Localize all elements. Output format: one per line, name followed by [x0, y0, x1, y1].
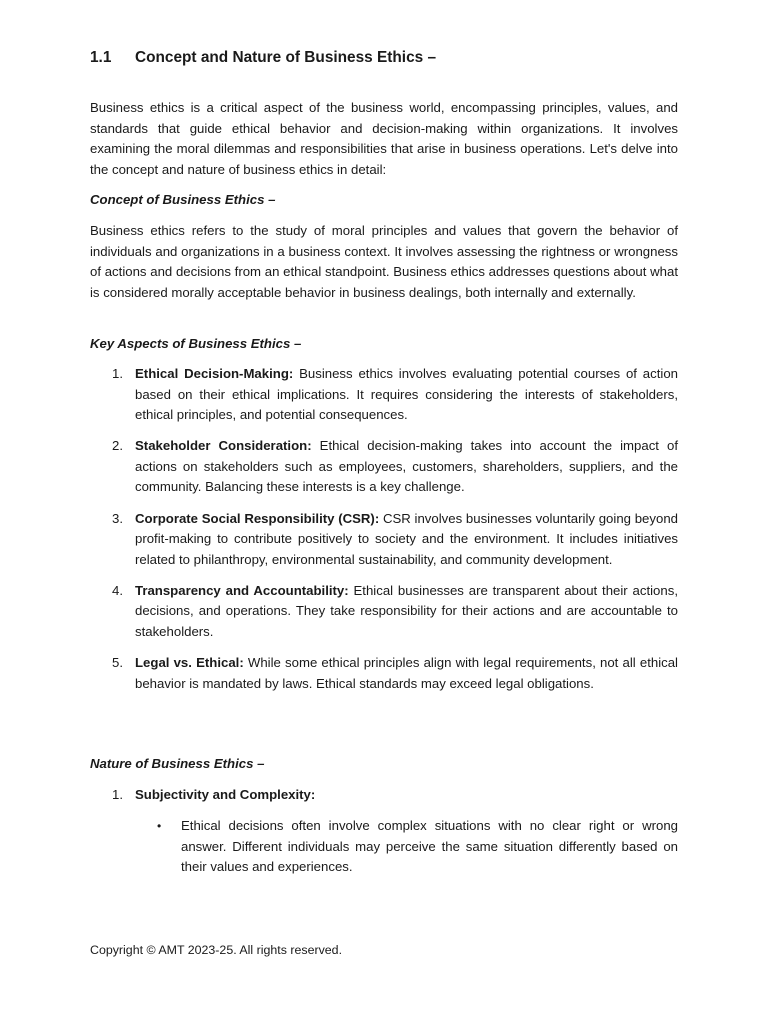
concept-heading: Concept of Business Ethics – — [90, 192, 276, 207]
bullet-marker: • — [157, 819, 162, 833]
list-number: 3. — [112, 510, 123, 526]
list-item-text: Ethical businesses are transparent about their actions, decisions, and operations. They take responsibility for their actions and are accountable to stakeholders. — [135, 582, 678, 640]
list-item-term: Legal vs. Ethical: — [135, 655, 244, 671]
key-aspects-heading: Key Aspects of Business Ethics – — [90, 336, 302, 351]
list-item — [90, 653, 678, 694]
concept-paragraph: Business ethics refers to the study of moral principles and values that govern the behavior of individuals and organizations in a business context. It involves assessing the rightness or wrongness of actions and decisions from an ethical standpoint. Business ethics addresses questions about what is considered morally acceptable behavior in business dealings, both internally and externally. — [90, 223, 678, 300]
list-item — [90, 509, 678, 571]
section-number: 1.1 — [90, 49, 112, 66]
list-number: 2. — [112, 438, 123, 454]
key-aspects-list — [90, 364, 678, 705]
section-title-text: Concept and Nature of Business Ethics – — [135, 49, 437, 66]
list-item — [90, 785, 678, 806]
list-item-term: Transparency and Accountability: — [135, 582, 349, 598]
intro-paragraph: Business ethics is a critical aspect of the business world, encompassing principles, values, and standards that guide ethical behavior and decision-making within organizations. It involves examining the moral dilemmas and responsibilities that arise in business operations. Let's delve into the concept and nature of business ethics in detail: — [90, 100, 678, 177]
list-number: 4. — [112, 582, 123, 598]
list-item-term: Corporate Social Responsibility (CSR): — [135, 510, 380, 526]
nature-list — [90, 785, 678, 806]
list-item — [90, 364, 678, 426]
nature-heading: Nature of Business Ethics – — [90, 756, 265, 771]
list-item-term: Subjectivity and Complexity: — [135, 787, 316, 802]
list-item-text: CSR involves businesses voluntarily going beyond profit-making to contribute positively to society and the environment. It includes initiatives related to philanthropy, environmental sustainability, and community development. — [135, 510, 678, 567]
nature-bullet-list — [90, 816, 678, 878]
bullet-item — [90, 816, 678, 878]
copyright-footer: Copyright © AMT 2023-25. All rights reserved. — [90, 943, 343, 957]
list-item — [90, 581, 678, 643]
section-title — [90, 47, 436, 69]
list-item-text: Ethical decision-making takes into account the impact of actions on stakeholders such as employees, customers, shareholders, suppliers, and the community. Balancing these interests is a key challenge. — [135, 438, 679, 495]
list-item-text: Business ethics involves evaluating potential courses of action based on their ethical implications. It requires considering the interests of stakeholders, ethical principles, and potential consequences. — [135, 366, 678, 423]
list-item-text: While some ethical principles align with legal requirements, not all ethical behavior is mandated by laws. Ethical standards may exceed legal obligations. — [135, 655, 678, 691]
list-number: 5. — [112, 655, 123, 671]
list-number: 1. — [112, 366, 123, 381]
bullet-text: Ethical decisions often involve complex situations with no clear right or wrong answer. Different individuals may perceive the same situation differently based on their values and experiences. — [181, 818, 678, 875]
list-item-term: Stakeholder Consideration: — [135, 438, 312, 454]
list-number: 1. — [112, 787, 123, 802]
list-item — [90, 436, 678, 498]
list-item-term: Ethical Decision-Making: — [135, 366, 294, 381]
